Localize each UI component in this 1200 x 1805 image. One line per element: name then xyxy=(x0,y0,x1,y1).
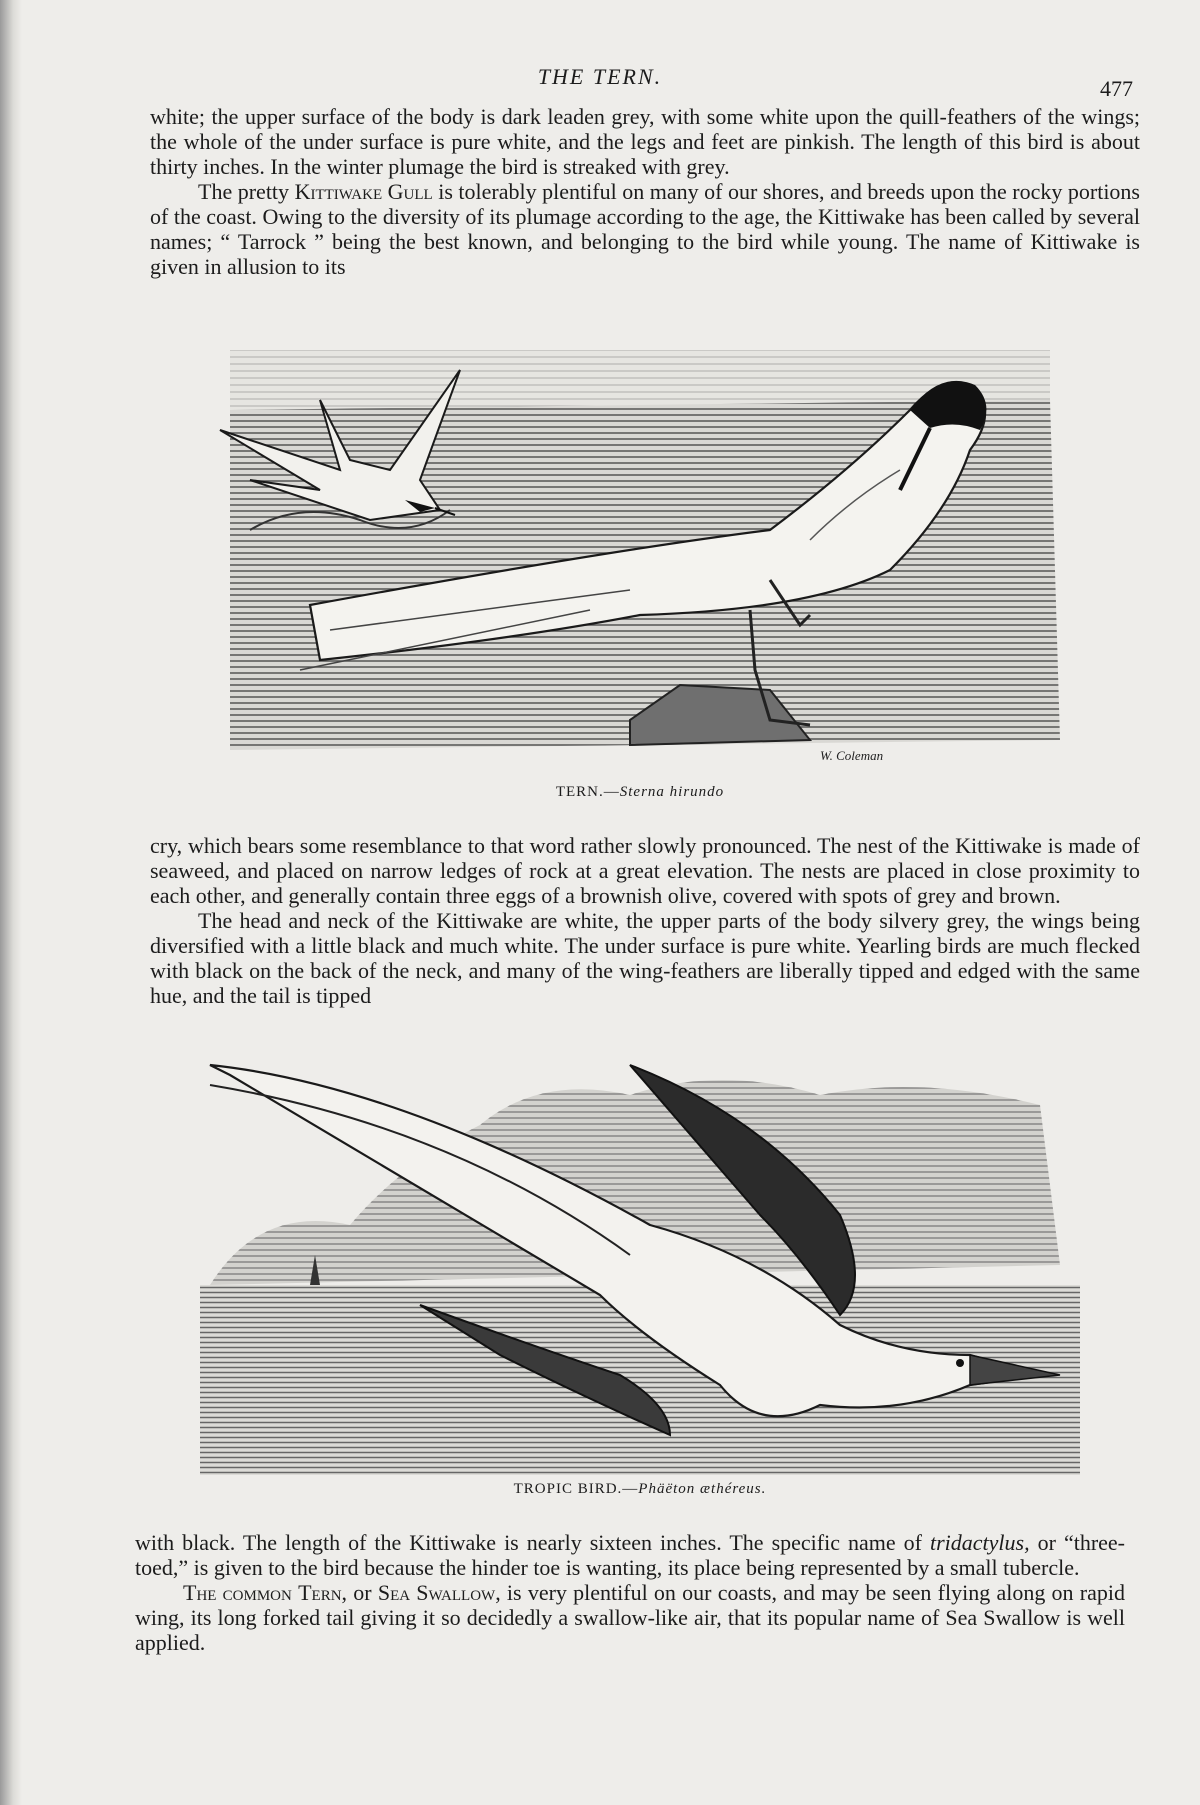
caption-latin-name: Sterna hirundo xyxy=(619,784,725,800)
figure-caption-tern xyxy=(210,784,1070,801)
paragraph xyxy=(135,1580,1125,1655)
text-run: with black. The length of the Kittiwake is nearly sixteen inches. The specific name of xyxy=(135,1530,922,1555)
text-run: is tolerably plentiful on many of our shores, and breeds upon the rocky portions of the coast. Owing to the diversity of its plumage according to the age, the Kittiwake has been called by several names; “ Tarrock ” being the best known, and belonging to the bird while young. The name of Kittiwake is given in allusion to its xyxy=(150,179,1140,279)
text-run: The pretty xyxy=(198,179,290,204)
page-edge-shadow xyxy=(0,0,22,1805)
figure-tropic-bird xyxy=(200,1055,1080,1498)
tropic-bird-engraving xyxy=(200,1055,1080,1475)
tern-engraving xyxy=(210,340,1070,770)
text-run: or “three-toed,” is given to the bird because the hinder toe is wanting, its place being represented by a small tubercle. xyxy=(135,1530,1126,1580)
paragraph: The head and neck of the Kittiwake are white, the upper parts of the body silvery grey, the wings being diversified with a little black and much white. The under surface is pure white. Yearling birds are much flecked with black on the back of the neck, and many of the wing-feathers are liberally tipped and edged with the same hue, and the tail is tipped xyxy=(150,908,1140,1008)
caption-label: TERN.— xyxy=(555,784,620,800)
bird-name: Kittiwake Gull xyxy=(294,179,433,204)
text-block-middle xyxy=(150,833,1140,1008)
figure-caption-tropic-bird xyxy=(200,1481,1080,1498)
figure-tern xyxy=(210,340,1070,801)
page-number: 477 xyxy=(1100,76,1133,101)
bird-name: Sea Swallow xyxy=(377,1580,496,1605)
paragraph xyxy=(135,1530,1125,1580)
engraver-signature: W. Coleman xyxy=(820,748,884,763)
text-block-bottom xyxy=(135,1530,1125,1655)
bird-name: Tern xyxy=(298,1580,342,1605)
paragraph: cry, which bears some resemblance to that word rather slowly pronounced. The nest of the Kittiwake is made of seaweed, and placed on narrow ledges of rock at a great elevation. The nests are placed in close proximity to each other, and generally contain three eggs of a brownish olive, covered with spots of grey and brown. xyxy=(150,833,1140,908)
running-title: THE TERN. xyxy=(537,64,663,89)
paragraph xyxy=(150,179,1140,279)
latin-term: tridactylus, xyxy=(929,1530,1030,1555)
text-block-top xyxy=(150,104,1140,279)
text-run: , is very plentiful on our coasts, and may be seen flying along on rapid wing, its long forked tail giving it so decidedly a swallow-like air, that its popular name of Sea Swallow is well applied. xyxy=(135,1580,1125,1655)
caption-label: TROPIC BIRD.— xyxy=(513,1481,639,1497)
text-run: , or xyxy=(341,1580,372,1605)
paragraph: white; the upper surface of the body is dark leaden grey, with some white upon the quill-feathers of the wings; the whole of the under surface is pure white, and the legs and feet are pinkish. The length of this bird is about thirty inches. In the winter plumage the bird is streaked with grey. xyxy=(150,104,1140,179)
caption-latin-name: Phäëton æthéreus. xyxy=(638,1481,767,1497)
text-run: The common xyxy=(183,1580,292,1605)
